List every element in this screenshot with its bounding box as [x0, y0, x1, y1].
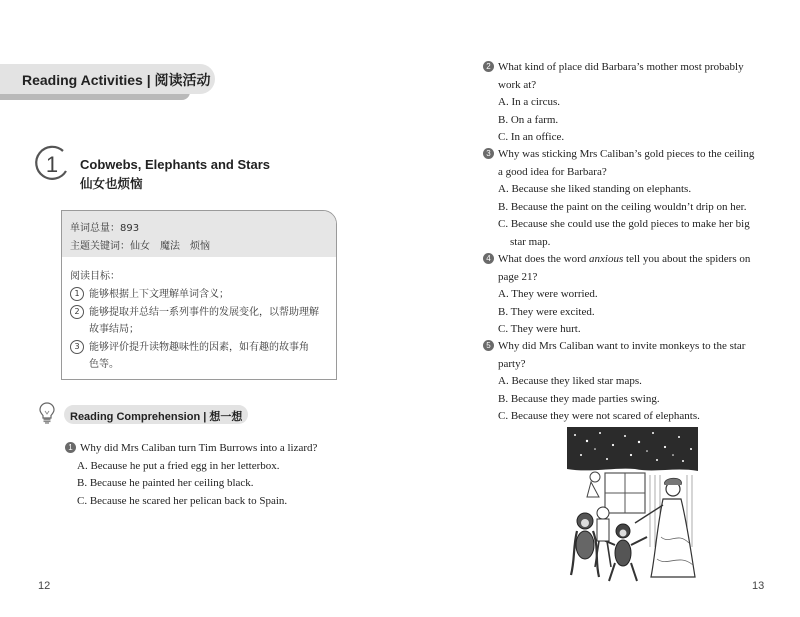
answer-option: A. Because they liked star maps.: [498, 375, 642, 387]
goal-text: 能够根据上下文理解单词含义；: [89, 289, 229, 300]
answer-option: B. Because they made parties swing.: [498, 392, 660, 405]
answer-option: A. In a circus.: [498, 96, 561, 108]
answer-option: C. Because they were not scared of elephants.: [498, 410, 700, 422]
question-text: Why did Mrs Caliban want to invite monkeys to the star: [498, 340, 746, 352]
story-title-english: Cobwebs, Elephants and Stars: [80, 157, 270, 172]
question-1: [65, 442, 317, 454]
question-italic-word: anxious: [589, 253, 624, 265]
answer-option-continued: star map.: [510, 235, 551, 248]
goal-number: 2: [70, 305, 84, 319]
question-number: 3: [483, 148, 494, 159]
story-number: 1: [45, 152, 59, 177]
answer-option: A. Because she liked standing on elephants.: [498, 183, 692, 195]
keywords-line: [70, 237, 210, 252]
question-number: 4: [483, 253, 494, 264]
goal-number: 3: [70, 340, 84, 354]
answer-option: A. Because he put a fried egg in her letterbox.: [77, 460, 280, 472]
question-text-continued: party?: [498, 357, 526, 370]
keyword: 烦恼: [190, 241, 210, 252]
page-number-right: 13: [752, 580, 765, 592]
question-3: [483, 146, 754, 251]
answer-option: B. Because he painted her ceiling black.: [77, 477, 254, 489]
answer-option: C. They were hurt.: [498, 323, 581, 335]
question-text: Why did Mrs Caliban turn Tim Burrows into a lizard?: [80, 442, 318, 454]
question-text-continued: page 21?: [498, 270, 538, 283]
keyword: 魔法: [160, 241, 180, 252]
word-count-value: 893: [120, 223, 140, 234]
goal-text: 能够提取并总结一系列事件的发展变化，以帮助理解: [89, 307, 319, 318]
party-illustration: [565, 427, 700, 585]
question-2: [483, 59, 744, 147]
goal-text-continued: 色等。: [89, 359, 119, 370]
answer-option: B. On a farm.: [498, 113, 559, 126]
lightbulb-icon: [39, 402, 55, 424]
goal-text-continued: 故事结局；: [89, 324, 139, 335]
answer-option: C. Because she could use the gold pieces to make her big: [498, 218, 750, 230]
question-text-continued: work at?: [498, 78, 537, 91]
answer-option: A. They were worried.: [498, 288, 598, 300]
question-5: [483, 338, 745, 426]
answer-option: B. Because the paint on the ceiling wouldn’t drip on her.: [498, 200, 747, 213]
word-count-label: 单词总量：: [70, 223, 120, 234]
question-text: What does the word: [498, 253, 590, 265]
section-title: Reading Activities | 阅读活动: [22, 72, 211, 88]
goal-text: 能够评价提升读物趣味性的因素，如有趣的故事角: [89, 342, 309, 353]
goals-label: 阅读目标：: [70, 271, 120, 282]
question-number: 5: [483, 340, 494, 351]
question-text: tell you about the spiders on: [623, 253, 751, 265]
reading-info-box: [61, 210, 337, 380]
question-number: 1: [65, 442, 76, 453]
question-text: What kind of place did Barbara’s mother most probably: [498, 61, 744, 73]
goal-item: [70, 339, 332, 373]
goal-item: [70, 304, 332, 338]
keywords-label: 主题关键词：: [70, 241, 130, 252]
story-title-chinese: 仙女也烦恼: [80, 176, 143, 191]
question-4: [483, 251, 750, 339]
question-text-continued: a good idea for Barbara?: [498, 165, 607, 178]
goal-number: 1: [70, 287, 84, 301]
answer-option: C. Because he scared her pelican back to Spain.: [77, 495, 288, 507]
answer-option: B. They were excited.: [498, 305, 595, 318]
story-number-badge: [33, 145, 71, 183]
question-text: Why was sticking Mrs Caliban’s gold pieces to the ceiling: [498, 148, 755, 160]
comprehension-title: Reading Comprehension | 想一想: [70, 411, 243, 423]
goal-item: [70, 286, 332, 303]
question-number: 2: [483, 61, 494, 72]
page-number-left: 12: [38, 580, 51, 592]
word-count-line: [70, 219, 139, 234]
answer-option: C. In an office.: [498, 131, 565, 143]
keyword: 仙女: [130, 241, 150, 252]
